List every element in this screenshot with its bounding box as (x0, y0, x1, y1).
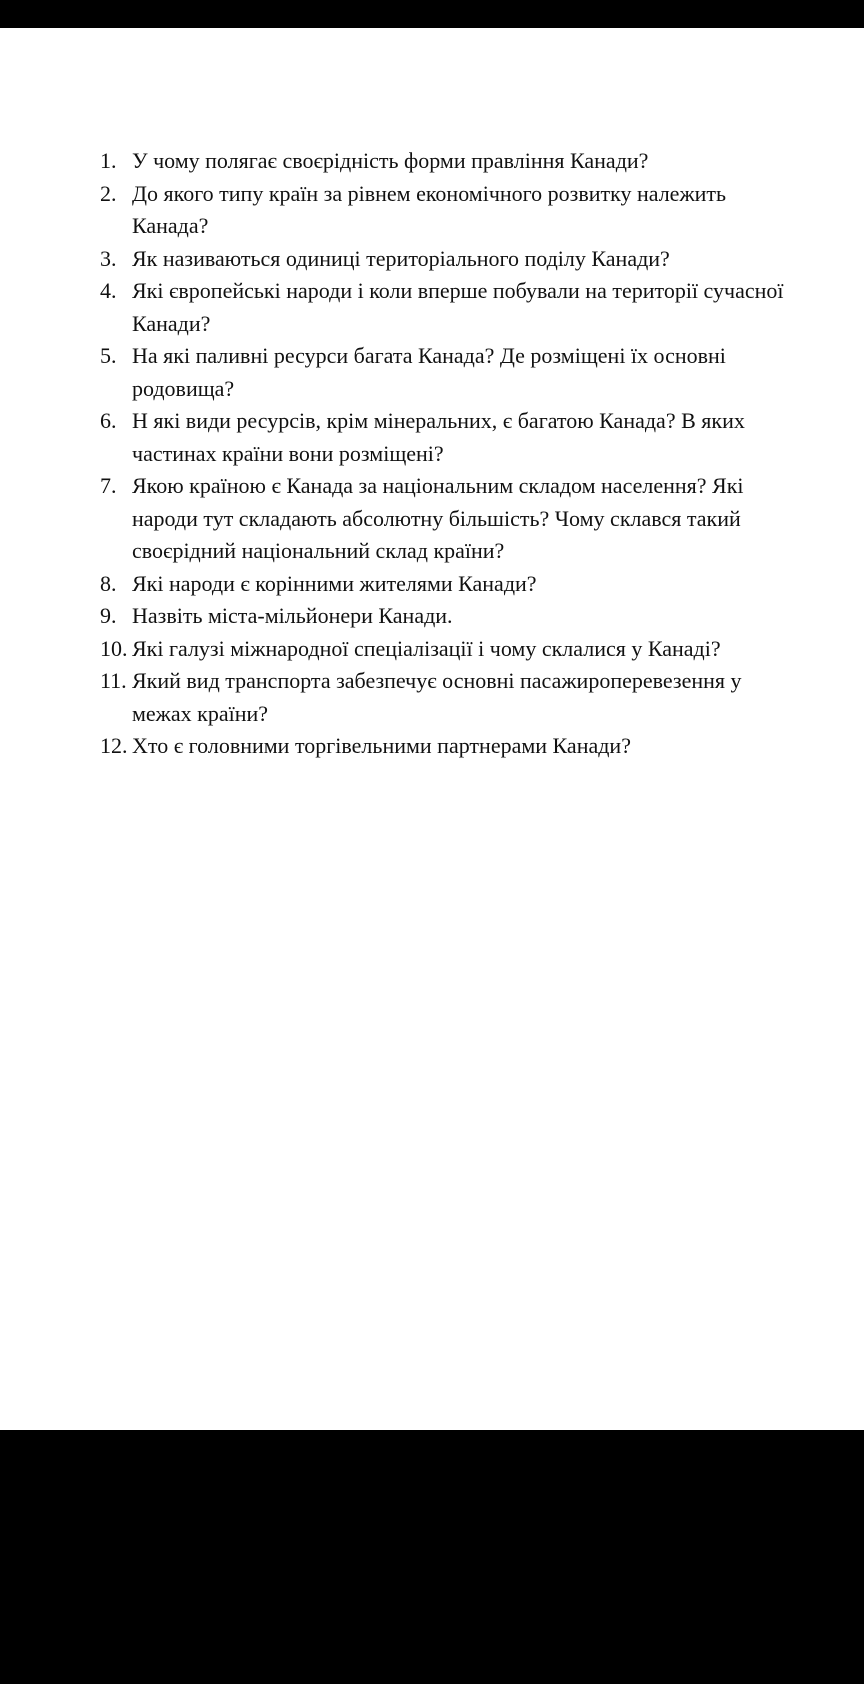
item-number: 4. (100, 278, 117, 303)
item-number: 5. (100, 343, 117, 368)
item-number: 11. (100, 668, 127, 693)
list-item (100, 405, 800, 470)
question-list (100, 145, 800, 763)
list-item (100, 178, 800, 243)
item-number: 3. (100, 245, 117, 271)
item-text: Як називаються одиниці територіального поділу Канади? (132, 245, 670, 271)
list-item (100, 145, 800, 178)
item-number: 9. (100, 603, 117, 628)
list-item (100, 633, 800, 666)
list-item (100, 275, 800, 340)
list-item (100, 730, 800, 763)
list-item (100, 470, 800, 568)
item-number: 8. (100, 570, 117, 596)
list-item (100, 243, 800, 276)
item-text: Якою країною є Канада за національним складом населення? Які народи тут складають абсолютну більшість? Чому склався такий своєрідний національний склад країни? (132, 473, 744, 563)
item-text: Н які види ресурсів, крім мінеральних, є багатою Канада? В яких частинах країни вони розміщені? (132, 408, 745, 466)
item-text: До якого типу країн за рівнем економічного розвитку належить Канада? (132, 180, 727, 238)
item-text: Назвіть міста-мільйонери Канади. (132, 603, 453, 628)
list-item (100, 665, 800, 730)
bottom-black-bar (0, 1430, 864, 1684)
item-number: 7. (100, 473, 117, 498)
item-text: На які паливні ресурси багата Канада? Де розміщені їх основні родовища? (132, 343, 726, 401)
item-number: 10. (100, 635, 128, 661)
list-item (100, 340, 800, 405)
item-number: 6. (100, 408, 117, 433)
item-text: У чому полягає своєрідність форми правління Канади? (132, 148, 649, 173)
document-page (0, 28, 864, 1430)
item-text: Які європейські народи і коли вперше побували на території сучасної Канади? (132, 278, 784, 336)
item-text: Які галузі міжнародної спеціалізації і чому склалися у Канаді? (132, 635, 721, 661)
list-item (100, 568, 800, 601)
list-item (100, 600, 800, 633)
item-text: Які народи є корінними жителями Канади? (132, 570, 537, 596)
top-black-bar (0, 0, 864, 28)
item-number: 2. (100, 180, 117, 206)
item-text: Хто є головними торгівельними партнерами Канади? (132, 733, 631, 758)
item-number: 12. (100, 733, 128, 758)
item-text: Який вид транспорта забезпечує основні пасажироперевезення у межах країни? (132, 668, 742, 726)
item-number: 1. (100, 148, 117, 173)
